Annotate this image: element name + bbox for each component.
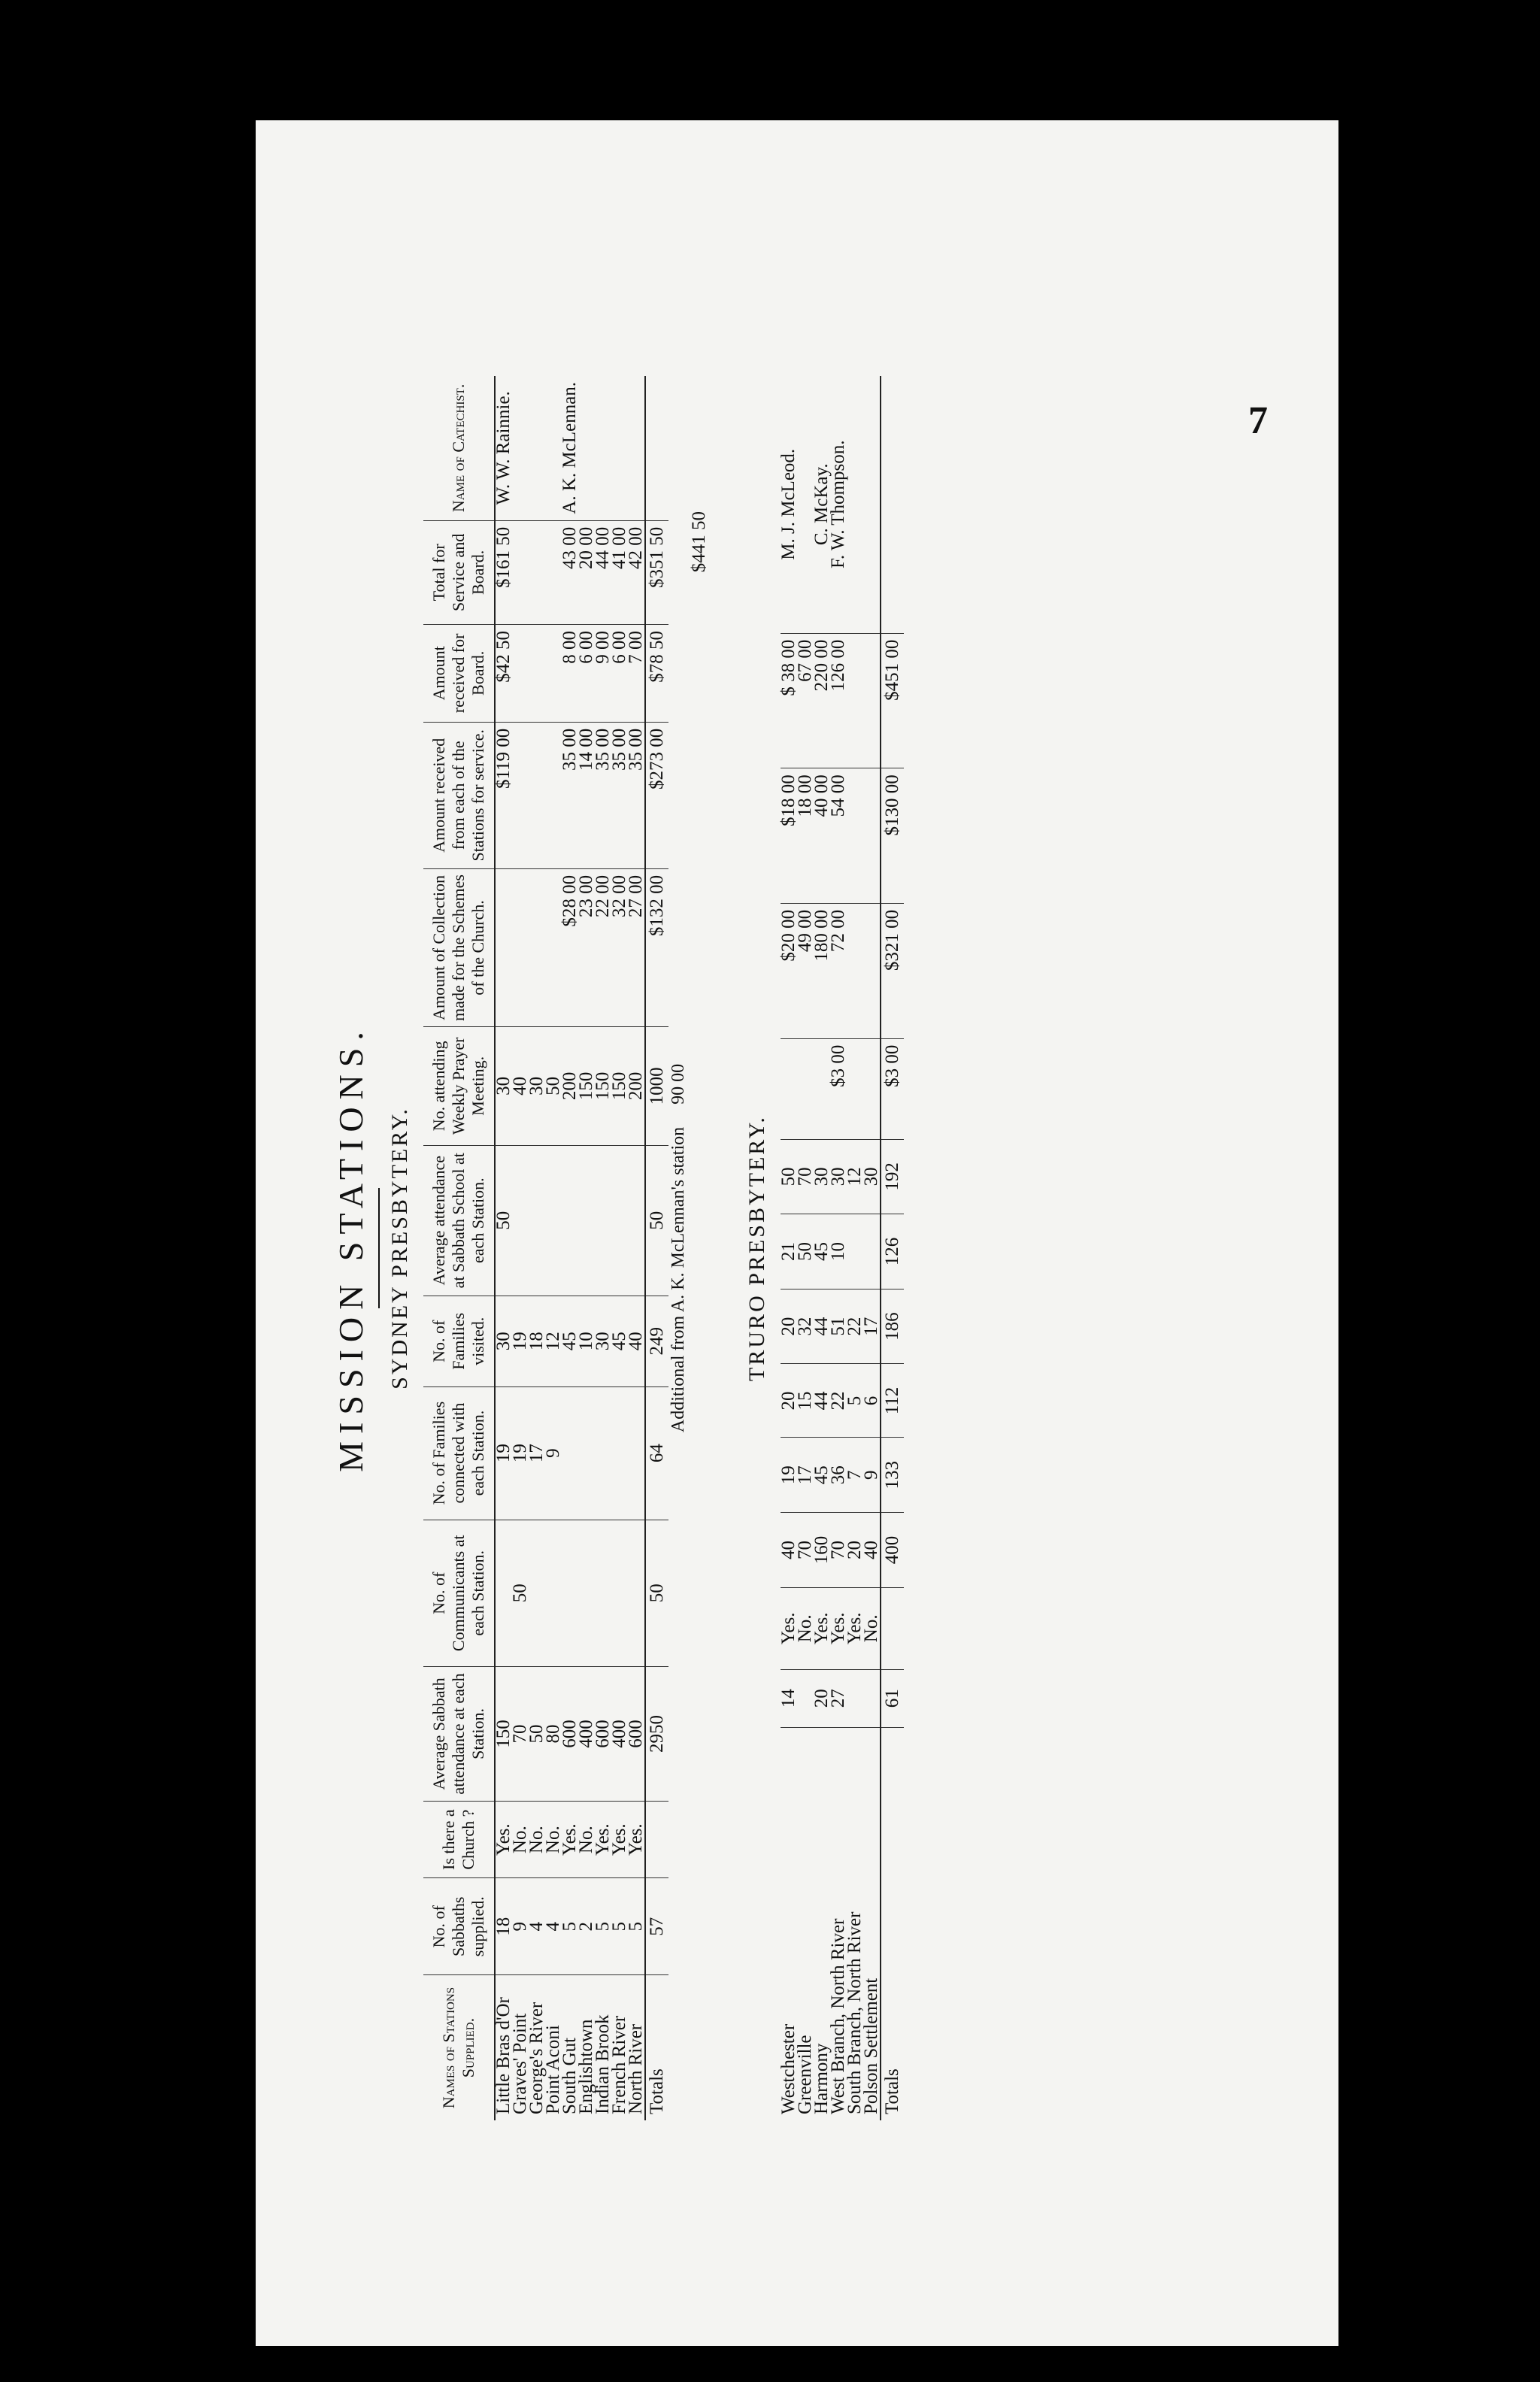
- table-cell: [578, 1386, 595, 1520]
- table-cell: [611, 1386, 628, 1520]
- table-cell: Little Bras d'Or: [493, 1997, 514, 2114]
- table-cell: No.: [512, 1801, 529, 1877]
- table-cell: Polson Settlement: [861, 1977, 881, 2114]
- table-cell: 30: [595, 1296, 611, 1386]
- table-cell: $78 50: [645, 624, 668, 722]
- table-cell: [863, 376, 881, 633]
- table-cell: 20: [814, 1669, 830, 1727]
- table-cell: C. McKay.: [814, 376, 830, 633]
- table-cell: 600: [628, 1666, 645, 1801]
- table-cell: [847, 768, 863, 904]
- table-cell: 43 00: [562, 520, 578, 624]
- column-header: No. of Communicants at each Station.: [423, 1520, 495, 1666]
- table-cell: $28 00: [562, 868, 578, 1026]
- table-cell: 10: [830, 1214, 847, 1289]
- table-cell: 50: [645, 1520, 668, 1666]
- table-container: [301, 376, 904, 2120]
- table-row: [512, 376, 529, 2120]
- truro-table-body: [778, 376, 904, 2120]
- table-cell: 80: [545, 1666, 562, 1801]
- table-cell: [847, 903, 863, 1038]
- table-cell: 32: [797, 1289, 814, 1364]
- table-cell: [529, 520, 545, 624]
- table-cell: 19: [512, 1386, 529, 1520]
- column-header: Average Sabbath attendance at each Station.: [423, 1666, 495, 1801]
- table-cell: Yes.: [781, 1587, 797, 1669]
- table-cell: 61: [881, 1669, 904, 1727]
- table-cell: [545, 1145, 562, 1296]
- table-cell: $3 00: [830, 1038, 847, 1139]
- table-cell: 70: [512, 1666, 529, 1801]
- table-cell: 160: [814, 1513, 830, 1588]
- table-cell: 22 00: [595, 868, 611, 1026]
- truro-table: [778, 376, 904, 2120]
- table-cell: $130 00: [881, 768, 904, 904]
- table-cell: 5: [562, 1878, 578, 1975]
- table-cell: [628, 1145, 645, 1296]
- table-cell: [512, 520, 529, 624]
- table-cell: [628, 1520, 645, 1666]
- table-cell: Yes.: [495, 1801, 512, 1877]
- table-cell: 600: [595, 1666, 611, 1801]
- table-cell: [562, 1386, 578, 1520]
- column-header: No. of Sabbaths supplied.: [423, 1878, 495, 1975]
- table-cell: 133: [881, 1438, 904, 1513]
- table-row: [529, 376, 545, 2120]
- header-row: [423, 376, 495, 2120]
- table-cell: $161 50: [495, 520, 512, 624]
- table-cell: 400: [578, 1666, 595, 1801]
- table-cell: [595, 1520, 611, 1666]
- table-cell: $321 00: [881, 903, 904, 1038]
- table-cell: $ 38 00: [781, 633, 797, 768]
- table-cell: French River: [609, 2015, 629, 2114]
- table-cell: [578, 1145, 595, 1296]
- table-cell: 20: [847, 1513, 863, 1588]
- table-cell: 192: [881, 1139, 904, 1214]
- table-cell: 70: [797, 1139, 814, 1214]
- table-cell: 12: [847, 1139, 863, 1214]
- table-cell: 20 00: [578, 520, 595, 624]
- document-page: [256, 120, 1338, 2346]
- table-row: [628, 376, 645, 2120]
- table-cell: No.: [545, 1801, 562, 1877]
- table-cell: 5: [611, 1878, 628, 1975]
- table-cell: 64: [645, 1386, 668, 1520]
- table-cell: South Gut: [559, 2037, 580, 2114]
- totals-row: [881, 376, 904, 2120]
- truro-heading: TRURO PRESBYTERY.: [744, 1115, 769, 1381]
- table-cell: $132 00: [645, 868, 668, 1026]
- table-cell: No.: [797, 1587, 814, 1669]
- table-cell: 27 00: [628, 868, 645, 1026]
- table-cell: 8 00: [562, 624, 578, 722]
- table-cell: [847, 1038, 863, 1139]
- table-cell: 7: [847, 1438, 863, 1513]
- table-cell: $20 00: [781, 903, 797, 1038]
- table-cell: Englishtown: [576, 2019, 596, 2114]
- table-cell: [847, 633, 863, 768]
- table-cell: [512, 624, 529, 722]
- table-cell: $451 00: [881, 633, 904, 768]
- table-cell: 70: [797, 1513, 814, 1588]
- table-cell: 70: [830, 1513, 847, 1588]
- table-cell: 19: [512, 1296, 529, 1386]
- table-cell: Indian Brook: [593, 2014, 613, 2114]
- table-cell: 22: [847, 1289, 863, 1364]
- table-cell: [881, 1587, 904, 1669]
- table-cell: $119 00: [495, 722, 512, 868]
- table-cell: [529, 624, 545, 722]
- table-cell: 2: [578, 1878, 595, 1975]
- table-cell: 4: [545, 1878, 562, 1975]
- table-cell: Yes.: [628, 1801, 645, 1877]
- page-number: 7: [1248, 399, 1268, 442]
- table-cell: [847, 376, 863, 633]
- table-cell: [611, 1145, 628, 1296]
- table-cell: [863, 903, 881, 1038]
- grand-total: $441 50: [689, 511, 709, 573]
- table-cell: Yes.: [595, 1801, 611, 1877]
- table-cell: [562, 1520, 578, 1666]
- table-cell: $42 50: [495, 624, 512, 722]
- table-cell: [611, 376, 628, 520]
- table-cell: [512, 722, 529, 868]
- sydney-table: [423, 376, 668, 2120]
- column-header: Amount received for Board.: [423, 624, 495, 722]
- table-cell: 126 00: [830, 633, 847, 768]
- table-cell: 67 00: [797, 633, 814, 768]
- table-cell: 18: [529, 1296, 545, 1386]
- table-cell: [863, 768, 881, 904]
- table-cell: 9 00: [595, 624, 611, 722]
- table-cell: 54 00: [830, 768, 847, 904]
- table-cell: 180 00: [814, 903, 830, 1038]
- table-cell: 112: [881, 1364, 904, 1438]
- table-cell: 21: [781, 1214, 797, 1289]
- table-cell: 19: [495, 1386, 512, 1520]
- table-cell: 30: [830, 1139, 847, 1214]
- table-cell: 249: [645, 1296, 668, 1386]
- table-cell: North River: [626, 2023, 646, 2114]
- table-cell: Yes.: [562, 1801, 578, 1877]
- table-cell: [847, 1214, 863, 1289]
- table-cell: 45: [611, 1296, 628, 1386]
- table-cell: 9: [545, 1386, 562, 1520]
- table-cell: 32 00: [611, 868, 628, 1026]
- table-cell: 1000: [645, 1027, 668, 1145]
- table-cell: Yes.: [814, 1587, 830, 1669]
- table-cell: 20: [781, 1289, 797, 1364]
- table-cell: 20: [781, 1364, 797, 1438]
- table-cell: [847, 1669, 863, 1727]
- table-cell: Graves' Point: [510, 2013, 530, 2114]
- table-cell: 6: [863, 1364, 881, 1438]
- table-cell: F. W. Thompson.: [830, 376, 847, 633]
- table-cell: [863, 1038, 881, 1139]
- table-cell: [595, 1386, 611, 1520]
- table-cell: 45: [814, 1438, 830, 1513]
- table-cell: No.: [863, 1587, 881, 1669]
- table-cell: 9: [512, 1878, 529, 1975]
- table-cell: 14: [781, 1669, 797, 1727]
- table-cell: 18 00: [797, 768, 814, 904]
- table-cell: West Branch, North River: [828, 1918, 848, 2114]
- column-header: Name of Catechist.: [423, 376, 495, 520]
- table-cell: [863, 633, 881, 768]
- table-cell: 150: [595, 1027, 611, 1145]
- table-cell: [529, 868, 545, 1026]
- table-cell: Totals: [645, 1975, 668, 2120]
- table-cell: 50: [645, 1145, 668, 1296]
- table-cell: 15: [797, 1364, 814, 1438]
- table-cell: 9: [863, 1438, 881, 1513]
- table-cell: 6 00: [578, 624, 595, 722]
- table-cell: [595, 376, 611, 520]
- table-cell: W. W. Rainnie.: [495, 376, 512, 520]
- table-cell: 49 00: [797, 903, 814, 1038]
- table-row: [495, 376, 512, 2120]
- table-cell: 50: [797, 1214, 814, 1289]
- table-cell: George's River: [526, 2002, 547, 2114]
- table-cell: [863, 1214, 881, 1289]
- table-cell: [529, 376, 545, 520]
- table-cell: 35 00: [595, 722, 611, 868]
- table-cell: A. K. McLennan.: [562, 376, 578, 520]
- table-cell: 50: [545, 1027, 562, 1145]
- table-cell: 12: [545, 1296, 562, 1386]
- table-cell: [628, 1386, 645, 1520]
- additional-value: 90 00: [668, 1063, 688, 1105]
- table-cell: 18: [495, 1878, 512, 1975]
- table-cell: 44: [814, 1364, 830, 1438]
- table-cell: 5: [847, 1364, 863, 1438]
- table-cell: 200: [628, 1027, 645, 1145]
- table-cell: [495, 868, 512, 1026]
- table-cell: Westchester: [778, 2023, 799, 2114]
- table-cell: 44 00: [595, 520, 611, 624]
- table-cell: 200: [562, 1027, 578, 1145]
- table-cell: 27: [830, 1669, 847, 1727]
- table-cell: 5: [628, 1878, 645, 1975]
- table-cell: [529, 1145, 545, 1296]
- table-cell: 45: [562, 1296, 578, 1386]
- table-row: [863, 376, 881, 2120]
- table-cell: Yes.: [611, 1801, 628, 1877]
- rotated-table-content: [256, 120, 1338, 2346]
- table-cell: [611, 1520, 628, 1666]
- table-cell: 400: [611, 1666, 628, 1801]
- totals-row: [645, 376, 668, 2120]
- table-cell: $273 00: [645, 722, 668, 868]
- table-cell: 35 00: [562, 722, 578, 868]
- table-cell: 17: [797, 1438, 814, 1513]
- table-cell: 17: [863, 1289, 881, 1364]
- table-cell: 30: [814, 1139, 830, 1214]
- table-cell: South Branch, North River: [844, 1911, 865, 2114]
- table-cell: No.: [578, 1801, 595, 1877]
- table-cell: [562, 1145, 578, 1296]
- column-header: No. of Families connected with each Station.: [423, 1386, 495, 1520]
- table-cell: [595, 1145, 611, 1296]
- table-cell: 35 00: [611, 722, 628, 868]
- table-cell: $3 00: [881, 1038, 904, 1139]
- table-cell: [628, 376, 645, 520]
- table-cell: $18 00: [781, 768, 797, 904]
- table-cell: 6 00: [611, 624, 628, 722]
- table-cell: 50: [529, 1666, 545, 1801]
- table-cell: [645, 1801, 668, 1877]
- title-rule: [378, 1188, 380, 1308]
- table-cell: 19: [781, 1438, 797, 1513]
- table-cell: [512, 1145, 529, 1296]
- table-cell: [512, 376, 529, 520]
- table-cell: 4: [529, 1878, 545, 1975]
- table-cell: 41 00: [611, 520, 628, 624]
- table-cell: [512, 868, 529, 1026]
- table-cell: 400: [881, 1513, 904, 1588]
- page-title: MISSION STATIONS.: [332, 1024, 370, 1472]
- table-cell: 72 00: [830, 903, 847, 1038]
- column-header: Amount received from each of the Stations for service.: [423, 722, 495, 868]
- table-cell: $351 50: [645, 520, 668, 624]
- column-header: Amount of Collection made for the Schemes of the Church.: [423, 868, 495, 1026]
- table-cell: 50: [781, 1139, 797, 1214]
- additional-label: Additional from A. K. McLennan's station: [668, 1126, 688, 1433]
- table-cell: 10: [578, 1296, 595, 1386]
- column-header: Average attendance at Sabbath School at each Station.: [423, 1145, 495, 1296]
- column-header: Names of Stations Supplied.: [423, 1975, 495, 2120]
- table-cell: M. J. McLeod.: [781, 376, 797, 633]
- table-cell: 30: [863, 1139, 881, 1214]
- table-cell: 44: [814, 1289, 830, 1364]
- table-cell: 2950: [645, 1666, 668, 1801]
- table-cell: 57: [645, 1878, 668, 1975]
- table-cell: 45: [814, 1214, 830, 1289]
- table-cell: 40: [512, 1027, 529, 1145]
- table-cell: Harmony: [811, 2043, 832, 2114]
- table-cell: [529, 722, 545, 868]
- table-cell: 150: [611, 1027, 628, 1145]
- table-cell: Totals: [881, 1727, 904, 2120]
- column-header: No. of Families visited.: [423, 1296, 495, 1386]
- column-header: Total for Service and Board.: [423, 520, 495, 624]
- table-cell: 5: [595, 1878, 611, 1975]
- table-cell: 40: [628, 1296, 645, 1386]
- table-cell: [781, 1038, 797, 1139]
- sydney-table-body: [495, 376, 668, 2120]
- table-cell: [863, 1669, 881, 1727]
- table-cell: Greenville: [795, 2035, 815, 2114]
- table-cell: [529, 1520, 545, 1666]
- table-cell: [797, 1038, 814, 1139]
- table-cell: [545, 1520, 562, 1666]
- table-cell: 40: [863, 1513, 881, 1588]
- table-cell: 22: [830, 1364, 847, 1438]
- table-cell: 150: [578, 1027, 595, 1145]
- table-cell: 30: [495, 1027, 512, 1145]
- table-cell: [578, 1520, 595, 1666]
- table-cell: 50: [495, 1145, 512, 1296]
- table-cell: 7 00: [628, 624, 645, 722]
- column-header: No. attending Weekly Prayer Meeting.: [423, 1027, 495, 1145]
- table-cell: Yes.: [830, 1587, 847, 1669]
- table-cell: 17: [529, 1386, 545, 1520]
- table-cell: 51: [830, 1289, 847, 1364]
- table-cell: 40: [781, 1513, 797, 1588]
- table-row: [830, 376, 847, 2120]
- table-cell: 186: [881, 1289, 904, 1364]
- table-cell: 35 00: [628, 722, 645, 868]
- table-cell: 36: [830, 1438, 847, 1513]
- table-row: [847, 376, 863, 2120]
- table-cell: [881, 376, 904, 633]
- table-cell: 600: [562, 1666, 578, 1801]
- table-cell: 23 00: [578, 868, 595, 1026]
- table-cell: 30: [495, 1296, 512, 1386]
- table-cell: 30: [529, 1027, 545, 1145]
- table-cell: 126: [881, 1214, 904, 1289]
- additional-note: [668, 376, 689, 2120]
- table-cell: Point Aconi: [543, 2025, 563, 2114]
- table-cell: 40 00: [814, 768, 830, 904]
- column-header: Is there a Church ?: [423, 1801, 495, 1877]
- table-cell: Yes.: [847, 1587, 863, 1669]
- table-cell: 50: [512, 1520, 529, 1666]
- table-cell: No.: [529, 1801, 545, 1877]
- table-cell: [578, 376, 595, 520]
- table-cell: 14 00: [578, 722, 595, 868]
- table-cell: [645, 376, 668, 520]
- table-cell: 42 00: [628, 520, 645, 624]
- sydney-heading: SYDNEY PRESBYTERY.: [387, 1107, 412, 1390]
- table-cell: 150: [495, 1666, 512, 1801]
- table-cell: 220 00: [814, 633, 830, 768]
